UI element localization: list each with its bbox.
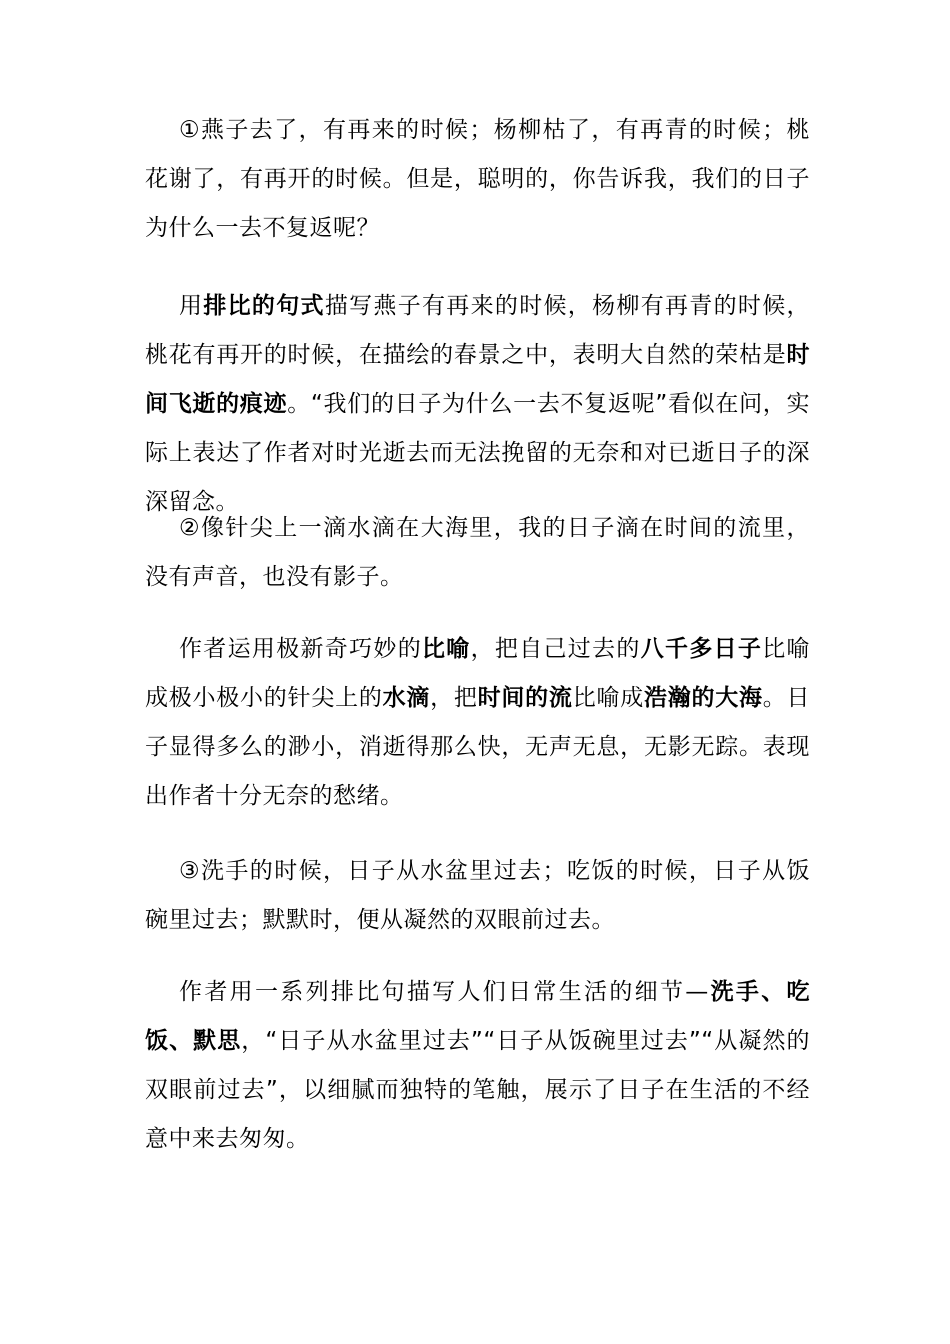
emphasized-text: 时间飞逝的痕迹 bbox=[145, 342, 810, 417]
body-text: 作者运用极新奇巧妙的 bbox=[179, 636, 422, 662]
body-text: ①燕子去了，有再来的时候；杨柳枯了，有再青的时候；桃花谢了，有再开的时候。但是，聪明的，你告诉我，我们的日子为什么一去不复返呢？ bbox=[145, 117, 810, 241]
body-text: ②像针尖上一滴水滴在大海里，我的日子滴在时间的流里，没有声音，也没有影子。 bbox=[145, 515, 810, 590]
emphasized-text: 排比的句式 bbox=[203, 293, 325, 319]
analysis-paragraph-2 bbox=[145, 625, 810, 821]
body-text: 比喻成 bbox=[572, 685, 644, 711]
body-text: 用 bbox=[179, 293, 204, 319]
body-text: ，把 bbox=[430, 685, 478, 711]
quote-paragraph-2 bbox=[145, 504, 810, 602]
body-text: 。“我们的日子为什么一去不复返呢”看似在问，实际上表达了作者对时光逝去而无法挽留的无奈和对已逝日子的深深留念。 bbox=[145, 391, 810, 515]
emphasized-text: 时间的流 bbox=[477, 685, 573, 711]
emphasized-text: 洗手、吃饭、默思 bbox=[145, 979, 810, 1054]
body-text: ，“日子从水盆里过去”“日子从饭碗里过去”“从凝然的双眼前过去”，以细腻而独特的笔触，展示了日子在生活的不经意中来去匆匆。 bbox=[145, 1028, 811, 1152]
quote-paragraph-3 bbox=[145, 847, 810, 945]
analysis-paragraph-3 bbox=[145, 968, 810, 1164]
body-text: 作者用一系列排比句描写人们日常生活的细节— bbox=[179, 979, 709, 1005]
emphasized-text: 水滴 bbox=[382, 685, 431, 711]
emphasized-text: 比喻 bbox=[422, 636, 471, 662]
body-text: 。日子显得多么的渺小，消逝得那么快，无声无息，无影无踪。表现出作者十分无奈的愁绪。 bbox=[145, 685, 811, 809]
emphasized-text: 浩瀚的大海 bbox=[643, 685, 763, 711]
body-text: 比喻成极小极小的针尖上的 bbox=[145, 636, 811, 711]
body-text: 描写燕子有再来的时候，杨柳有再青的时候，桃花有再开的时候，在描绘的春景之中，表明大自然的荣枯是 bbox=[145, 293, 811, 368]
quote-paragraph-1 bbox=[145, 106, 810, 253]
emphasized-text: 八千多日子 bbox=[640, 636, 763, 662]
body-text: ③洗手的时候，日子从水盆里过去；吃饭的时候，日子从饭碗里过去；默默时，便从凝然的双眼前过去。 bbox=[145, 858, 810, 933]
analysis-paragraph-1 bbox=[145, 282, 810, 527]
body-text: ，把自己过去的 bbox=[470, 636, 641, 662]
